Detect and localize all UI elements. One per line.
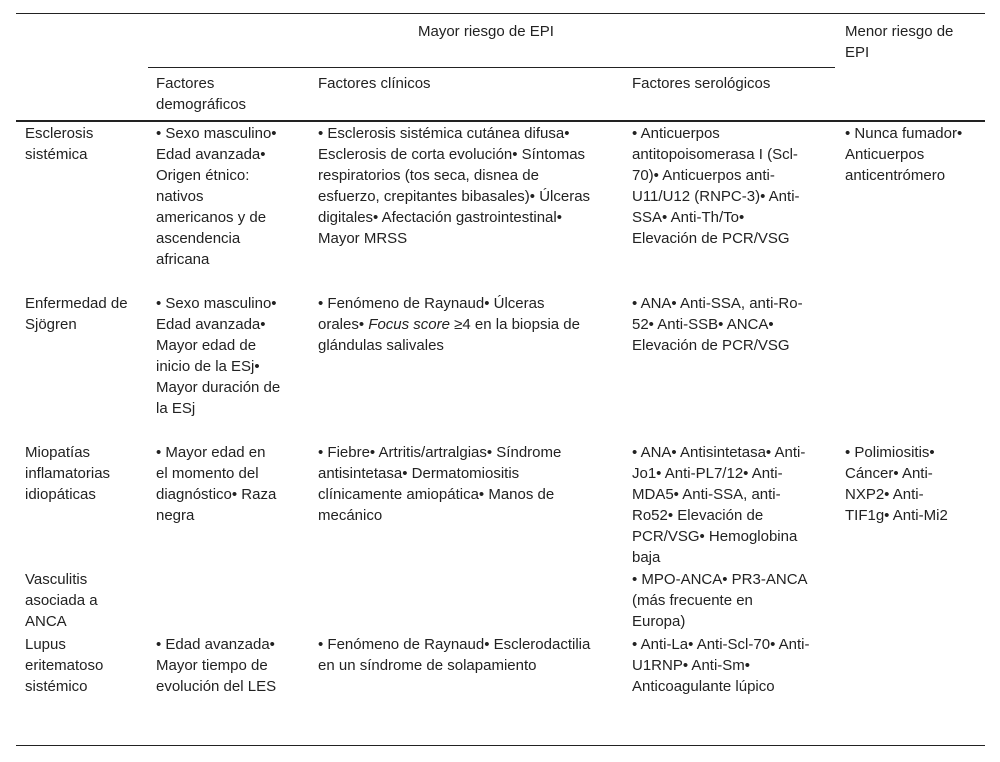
row-disease: Miopatías inflamatorias idiopáticas (25, 444, 111, 503)
row-demographic: • Sexo masculino• Edad avanzada• Mayor edad de inicio de la ESj• Mayor duración de la ESj (156, 295, 281, 417)
row-clinical: • Esclerosis sistémica cutánea difusa• Esclerosis de corta evolución• Síntomas respiratorios (tos seca, disnea de esfuerzo, crepitantes bibasales)• Úlceras digitales• Afectación gastrointestinal• Mayor MRSS (318, 125, 591, 247)
header-col-clinical: Factores clínicos (318, 75, 431, 92)
group-rule (148, 67, 835, 68)
row-serological: • MPO-ANCA• PR3-ANCA (más frecuente en Europa) (632, 571, 807, 630)
row-demographic: • Mayor edad en el momento del diagnóstico• Raza negra (156, 444, 277, 524)
row-disease: Esclerosis sistémica (25, 125, 94, 163)
header-col-demographic: Factores demográficos (156, 75, 247, 113)
row-demographic: • Sexo masculino• Edad avanzada• Origen étnico: nativos americanos y de ascendencia africana (156, 125, 277, 268)
row-disease: Enfermedad de Sjögren (25, 295, 128, 333)
row-low-risk: • Nunca fumador• Anticuerpos anticentrómero (845, 125, 963, 184)
row-serological: • ANA• Antisintetasa• Anti-Jo1• Anti-PL7/12• Anti-MDA5• Anti-SSA, anti-Ro52• Elevación de PCR/VSG• Hemoglobina baja (632, 444, 806, 566)
header-col-serological: Factores serológicos (632, 75, 771, 92)
focus-score-em: Focus score (368, 316, 450, 333)
top-rule (16, 13, 985, 14)
row-serological: • Anticuerpos antitopoisomerasa I (Scl-70)• Anticuerpos anti-U11/U12 (RNPC-3)• Anti-SSA• Anti-Th/To• Elevación de PCR/VSG (632, 125, 800, 247)
row-clinical: • Fiebre• Artritis/artralgias• Síndrome antisintetasa• Dermatomiositis clínicamente amiopática• Manos de mecánico (318, 444, 562, 524)
row-disease: Lupus eritematoso sistémico (25, 636, 104, 695)
row-demographic: • Edad avanzada• Mayor tiempo de evolución del LES (156, 636, 277, 695)
row-clinical: • Fenómeno de Raynaud• Esclerodactilia en un síndrome de solapamiento (318, 636, 591, 674)
bottom-rule (16, 745, 985, 746)
row-disease: Vasculitis asociada a ANCA (25, 571, 98, 630)
clinical-text-pre: • Fenómeno de Raynaud• Úlceras orales• (318, 295, 545, 333)
row-serological: • ANA• Anti-SSA, anti-Ro-52• Anti-SSB• ANCA• Elevación de PCR/VSG (632, 295, 803, 354)
row-clinical (318, 293, 594, 356)
header-group-low: Menor riesgo de EPI (845, 23, 954, 61)
row-serological: • Anti-La• Anti-Scl-70• Anti-U1RNP• Anti-Sm• Anticoagulante lúpico (632, 636, 810, 695)
row-low-risk: • Polimiositis• Cáncer• Anti-NXP2• Anti-TIF1g• Anti-Mi2 (845, 444, 948, 524)
clinical-text-post: ≥4 en la biopsia de glándulas salivales (318, 316, 580, 354)
header-group-high: Mayor riesgo de EPI (418, 23, 554, 40)
header-rule (16, 120, 985, 122)
